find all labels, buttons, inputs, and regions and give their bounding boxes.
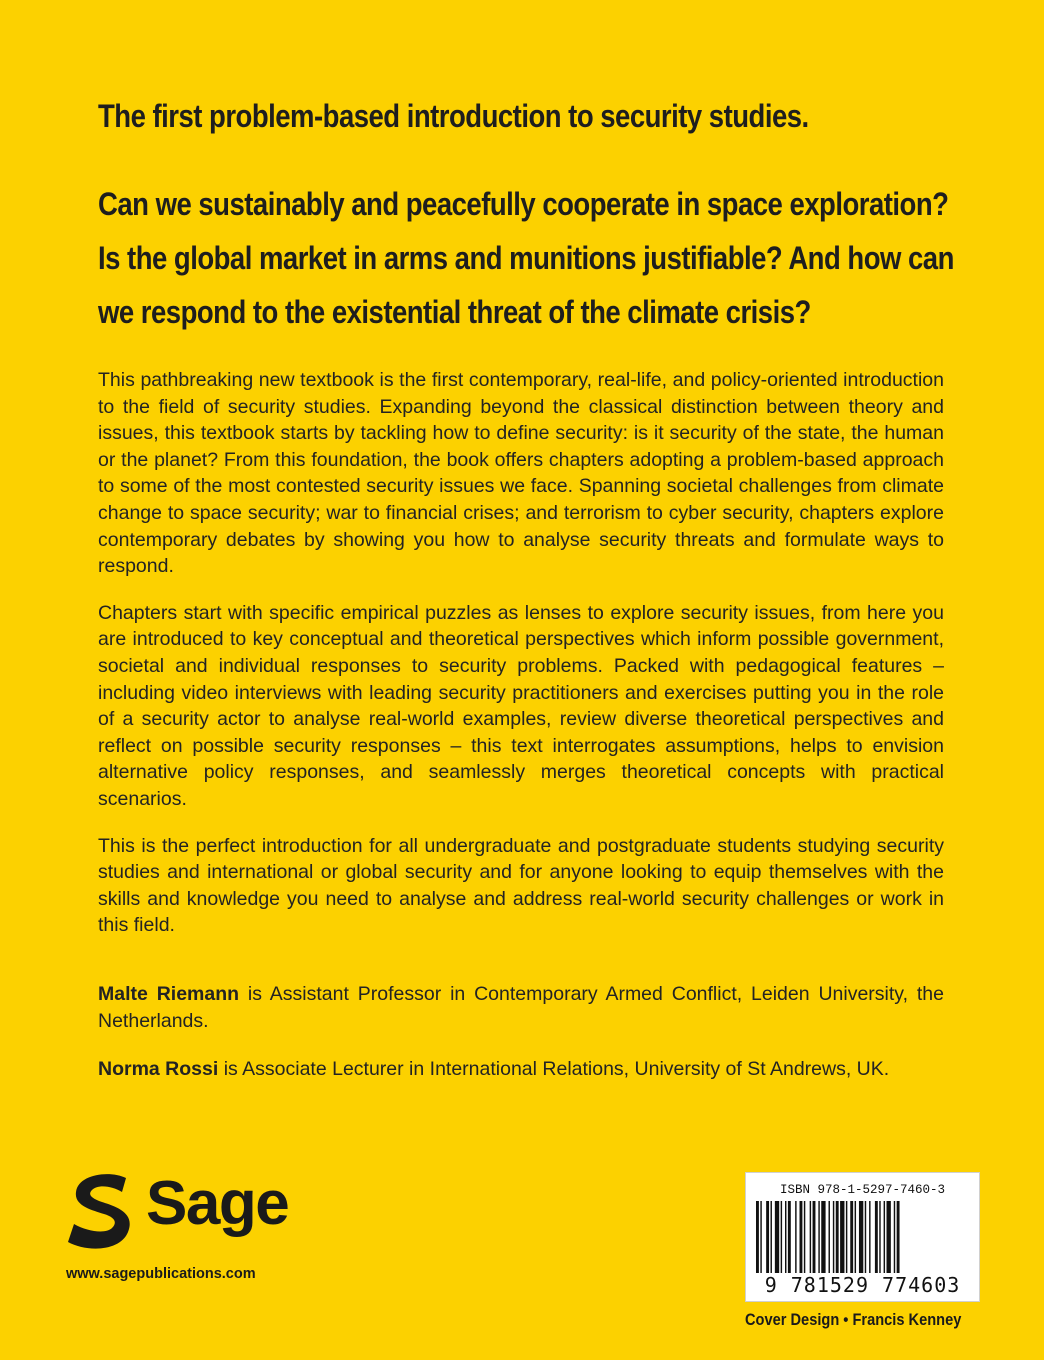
- author-bios: [98, 981, 944, 1105]
- barcode-bar: [850, 1201, 853, 1273]
- barcode-bar: [800, 1201, 803, 1273]
- barcode-bar: [788, 1201, 791, 1273]
- barcode-bars-icon: [756, 1201, 969, 1273]
- barcode-bar: [829, 1201, 830, 1273]
- barcode-bar: [760, 1201, 761, 1273]
- barcode-bar: [775, 1201, 779, 1273]
- author-name: Norma Rossi: [98, 1058, 219, 1081]
- barcode-bar: [795, 1201, 796, 1273]
- barcode-bar: [771, 1201, 772, 1273]
- barcode-bar: [821, 1201, 825, 1273]
- barcode-bar: [884, 1201, 885, 1273]
- barcode-bar: [833, 1201, 834, 1273]
- sage-s-icon: [66, 1172, 132, 1250]
- author-description: is Assistant Professor in Contemporary Armed Conflict, Leiden University, the Netherlands.: [98, 983, 944, 1032]
- barcode-bar: [855, 1201, 856, 1273]
- tagline: The first problem-based introduction to security studies.: [98, 98, 809, 134]
- barcode-bar: [810, 1201, 811, 1273]
- question-line: Can we sustainably and peacefully cooperate in space exploration?: [98, 186, 949, 222]
- barcode-bar: [818, 1201, 819, 1273]
- barcode-bar: [804, 1201, 805, 1273]
- barcode-bar: [865, 1201, 866, 1273]
- description-paragraph: This is the perfect introduction for all undergraduate and postgraduate students studying security studies and international or global security and for anyone looking to equip themselves with the skills and knowledge you need to analyse and address real-world security challenges or work in this field.: [98, 834, 944, 937]
- barcode-bar: [756, 1201, 759, 1273]
- barcode-digits: 9 781529 774603: [764, 1273, 961, 1297]
- author-bio: [98, 1056, 944, 1083]
- barcode-bar: [887, 1201, 891, 1273]
- description: [98, 367, 944, 959]
- barcode-bar: [894, 1201, 895, 1273]
- isbn-label: ISBN 978-1-5297-7460-3: [779, 1183, 946, 1197]
- question-block: [98, 177, 958, 339]
- barcode-bar: [879, 1201, 880, 1273]
- description-paragraph: Chapters start with specific empirical puzzles as lenses to explore security issues, from here you are introduced to key conceptual and theoretical perspectives which inform possible government, societal and individual responses to security problems. Packed with pedagogical features – including video interviews with leading security practitioners and exercises putting you in the role of a security actor to analyse real-world examples, review diverse theoretical perspectives and reflect on possible security responses – this text interrogates assumptions, helps to envision alternative policy responses, and seamlessly merges theoretical concepts with practical scenarios.: [98, 601, 944, 810]
- author-description: is Associate Lecturer in International Relations, University of St Andrews, UK.: [218, 1058, 890, 1081]
- barcode-bar: [897, 1201, 900, 1273]
- barcode-bar: [840, 1201, 844, 1273]
- publisher-wordmark: Sage: [146, 1169, 289, 1238]
- author-bio: [98, 981, 944, 1034]
- barcode-bar: [859, 1201, 863, 1273]
- barcode-bar: [836, 1201, 839, 1273]
- barcode-bar: [766, 1201, 769, 1273]
- barcode-bar: [846, 1201, 847, 1273]
- publisher-logo: [66, 1169, 326, 1252]
- barcode-bar: [813, 1201, 816, 1273]
- barcode-bar: [869, 1201, 870, 1273]
- isbn-barcode: [745, 1172, 980, 1302]
- cover-design-credit: Cover Design • Francis Kenney: [745, 1310, 962, 1329]
- question-line: we respond to the existential threat of the climate crisis?: [98, 294, 811, 330]
- description-paragraph: This pathbreaking new textbook is the first contemporary, real-life, and policy-oriented introduction to the field of security studies. Expanding beyond the classical distinction between theory and issues, this textbook starts by tackling how to define security: is it security of the state, the human or the planet? From this foundation, the book offers chapters adopting a problem-based approach to some of the most contested security issues we face. Spanning societal challenges from climate change to space security; war to financial crises; and terrorism to cyber security, chapters explore contemporary debates by showing you how to analyse security threats and formulate ways to respond.: [98, 369, 944, 578]
- barcode-bar: [785, 1201, 786, 1273]
- question-line: Is the global market in arms and munitions justifiable? And how can: [98, 240, 954, 276]
- barcode-bar: [875, 1201, 878, 1273]
- barcode-bar: [781, 1201, 782, 1273]
- publisher-url[interactable]: www.sagepublications.com: [66, 1266, 256, 1282]
- author-name: Malte Riemann: [98, 983, 240, 1005]
